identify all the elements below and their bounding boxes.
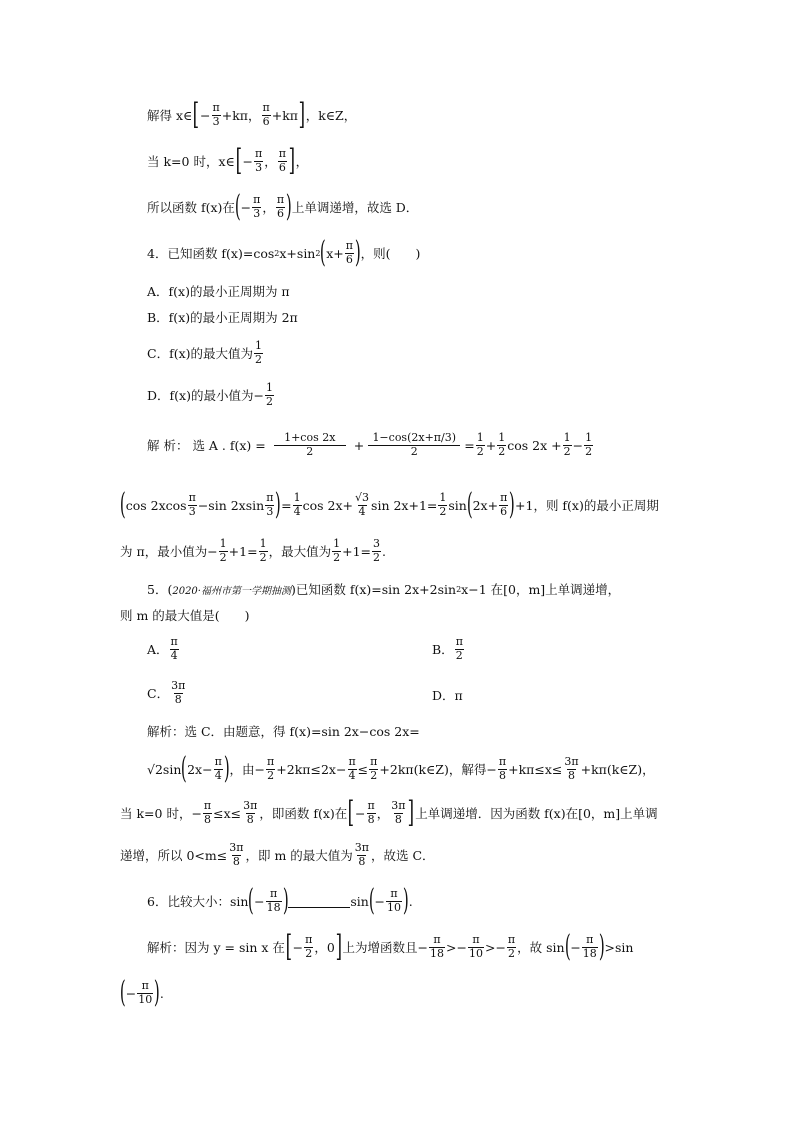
fraction <box>582 934 598 960</box>
fraction <box>390 800 406 826</box>
num: π <box>305 932 313 946</box>
num: π <box>262 100 270 114</box>
num: 3π <box>354 841 370 854</box>
paren: ) <box>282 883 289 918</box>
den: 4 <box>358 504 366 518</box>
sup: 2 <box>456 584 462 594</box>
text: 5．( <box>147 582 173 597</box>
q5-option-a <box>147 636 180 662</box>
question6-stem <box>147 883 413 918</box>
fraction <box>242 800 258 826</box>
den: 18 <box>582 946 597 960</box>
text: 上单调递增，故选 D． <box>291 200 419 215</box>
text: >sin <box>604 939 634 955</box>
fraction <box>274 432 346 458</box>
fraction <box>278 148 287 174</box>
bracket: [ <box>192 97 200 132</box>
text: = <box>281 497 292 513</box>
den: 8 <box>498 768 506 782</box>
den: 2 <box>585 444 593 458</box>
num: π <box>270 886 278 900</box>
sup: 2 <box>274 248 280 258</box>
bracket: ] <box>335 929 342 964</box>
num: 1 <box>563 431 571 444</box>
num: π <box>586 932 594 946</box>
num: 3π <box>564 754 579 768</box>
text: 当 k=0 时，x∈ <box>147 154 235 169</box>
num: π <box>455 635 463 648</box>
solution4-line3 <box>120 538 386 564</box>
solution4-line1 <box>147 432 594 458</box>
text: ≤ <box>357 761 369 777</box>
den: 8 <box>174 692 182 706</box>
fraction <box>252 194 261 220</box>
num: π <box>500 490 508 504</box>
den: 2 <box>476 444 484 458</box>
q4-option-a <box>147 282 290 300</box>
answer-blank[interactable] <box>288 895 350 908</box>
paren: ) <box>275 487 282 522</box>
text: +2kπ(k∈Z)，解得− <box>379 762 497 777</box>
solution6-line2 <box>119 975 164 1010</box>
den: 4 <box>293 504 301 518</box>
den: 6 <box>262 114 270 128</box>
text: +kπ(k∈Z)， <box>580 762 655 777</box>
fraction <box>429 934 445 960</box>
paren: ( <box>181 751 188 786</box>
den: 6 <box>500 504 508 518</box>
text: 解析：选 C．由题意，得 f(x)=sin 2x−cos 2x= <box>147 724 420 739</box>
text: ，即 m 的最大值为 <box>245 848 353 864</box>
text: sin <box>350 893 369 909</box>
text: − <box>292 939 304 955</box>
den: 3 <box>188 504 196 518</box>
text: − <box>200 107 211 123</box>
den: 2 <box>370 768 378 782</box>
fraction <box>438 492 447 518</box>
question5-stem-line2 <box>120 606 250 624</box>
text: B．f(x)的最小正周期为 2π <box>147 310 298 325</box>
den: 2 <box>259 550 267 564</box>
text: ，由− <box>229 762 266 777</box>
sup: 2 <box>315 248 321 258</box>
q5-option-c <box>147 680 187 706</box>
num: π <box>253 192 261 206</box>
paren: ( <box>119 487 126 522</box>
fraction <box>259 538 268 564</box>
text: cos 2x + <box>507 437 562 453</box>
text: ，最大值为 <box>268 544 332 560</box>
den: 3 <box>212 114 220 128</box>
text: >− <box>446 939 467 955</box>
solution6-line1 <box>147 929 634 964</box>
num: 1 <box>476 431 484 444</box>
num: π <box>390 886 398 900</box>
text: 2x− <box>187 761 213 777</box>
den: 2 <box>219 550 227 564</box>
text: ，故 sin <box>517 940 565 955</box>
num: π <box>278 146 286 160</box>
fraction <box>276 194 285 220</box>
fraction <box>266 888 282 914</box>
text: +1= <box>342 543 371 559</box>
q4-option-c <box>147 340 264 366</box>
text: 则 m 的最大值是( ) <box>120 608 250 623</box>
den: 2 <box>439 504 447 518</box>
paren: ) <box>509 487 516 522</box>
den: 3 <box>255 160 263 174</box>
num: π <box>472 932 480 946</box>
fraction <box>468 934 484 960</box>
num: 3π <box>391 798 406 812</box>
fraction <box>584 432 593 458</box>
den: 8 <box>394 812 402 826</box>
text: −sin 2xsin <box>197 497 265 513</box>
text: 当 k=0 时，− <box>120 806 202 821</box>
text: 2x+ <box>472 497 499 513</box>
fraction <box>499 492 508 518</box>
num: 1 <box>265 381 273 394</box>
solution4-line2 <box>119 487 659 522</box>
text: + <box>485 437 497 453</box>
den: 2 <box>508 946 516 960</box>
text: = <box>464 437 475 453</box>
text: 所以函数 f(x)在 <box>147 200 235 215</box>
den: 2 <box>373 550 380 564</box>
text: ≤x≤ <box>213 805 242 821</box>
den: 8 <box>232 854 240 868</box>
bracket: [ <box>285 929 293 964</box>
fraction <box>368 432 460 458</box>
text: 上为增函数且− <box>342 940 429 955</box>
paren: ) <box>354 235 361 270</box>
num: 3π <box>229 841 244 854</box>
num: 1 <box>439 490 447 504</box>
text: − <box>125 985 137 1001</box>
fraction <box>293 492 302 518</box>
text: 6．比较大小：sin <box>147 894 249 909</box>
text: . <box>408 893 413 909</box>
fraction <box>170 636 179 662</box>
den: 8 <box>204 812 212 826</box>
fraction <box>228 842 244 868</box>
den: 8 <box>367 812 375 826</box>
text: x−1 在[0，m]上单调递增， <box>461 582 621 597</box>
den: 18 <box>266 900 281 914</box>
text: 解得 x∈ <box>147 108 193 123</box>
text: x+ <box>326 245 344 261</box>
paren: ( <box>234 189 241 224</box>
text: )已知函数 f(x)=sin 2x+2sin <box>290 582 457 597</box>
text: − <box>374 893 386 909</box>
fraction <box>354 842 370 868</box>
bracket: ] <box>288 143 296 178</box>
text: cos 2x+ <box>302 497 354 513</box>
den: 2 <box>255 352 262 366</box>
den: 10 <box>387 900 402 914</box>
fraction <box>265 382 274 408</box>
text: A．f(x)的最小正周期为 π <box>147 284 290 299</box>
paren: ) <box>598 929 605 964</box>
num: π <box>203 798 212 812</box>
num: π <box>348 754 356 768</box>
den: 2 <box>368 445 460 459</box>
fraction <box>304 934 313 960</box>
text: − <box>572 437 584 453</box>
text: 解 析： 选 A . f(x) = <box>147 438 266 454</box>
text: . <box>159 985 164 1001</box>
paren: ( <box>119 975 126 1010</box>
text: +1= <box>228 543 258 559</box>
fraction <box>372 538 381 564</box>
paren: ( <box>564 929 571 964</box>
num: π <box>370 754 378 768</box>
bracket: [ <box>235 143 242 178</box>
paren: ) <box>286 189 292 224</box>
den: 18 <box>430 946 445 960</box>
text: ，即函数 f(x)在 <box>259 806 348 821</box>
num: 3π <box>171 679 186 692</box>
den: 2 <box>455 648 463 662</box>
paren: ( <box>248 883 255 918</box>
fraction <box>455 636 464 662</box>
text: sin 2x+1= <box>371 497 438 513</box>
num: π <box>367 798 375 812</box>
fraction <box>211 102 220 128</box>
num: 1 <box>585 431 593 444</box>
fraction <box>219 538 228 564</box>
text: 递增，所以 0<m≤ <box>120 848 228 864</box>
fraction <box>386 888 402 914</box>
q4-option-b <box>147 308 298 326</box>
num: 1 <box>293 490 301 504</box>
num: π <box>214 754 222 768</box>
solution3-line3: 所以函数 f(x)在 ( − $\frac{\pi}{3}$ ， $\frac{\pi}{6}$ ) 上单调递增，故选 D． <box>147 189 419 224</box>
paren: ) <box>402 883 409 918</box>
fraction <box>345 240 354 266</box>
text: ，0 <box>314 940 335 955</box>
num: π <box>507 932 516 946</box>
num: π <box>498 754 507 768</box>
fraction <box>507 934 516 960</box>
fraction <box>563 756 579 782</box>
fraction <box>203 800 212 826</box>
fraction <box>170 680 186 706</box>
solution5-line4 <box>120 842 435 868</box>
num: π <box>254 146 263 160</box>
num: π <box>266 490 274 504</box>
fraction <box>254 340 263 366</box>
fraction <box>137 980 153 1006</box>
text: ， <box>295 154 309 169</box>
bracket: ] <box>408 795 415 830</box>
q5-option-d <box>432 686 463 704</box>
text: +kπ， <box>221 108 261 123</box>
fraction <box>369 756 378 782</box>
den: 8 <box>358 854 366 868</box>
fraction <box>354 492 370 518</box>
text: >− <box>484 939 506 955</box>
den: 6 <box>276 206 284 220</box>
den: 2 <box>498 444 506 458</box>
fraction <box>261 102 270 128</box>
fraction <box>266 756 275 782</box>
num: √3 <box>355 490 370 504</box>
solution5-line2 <box>147 751 655 786</box>
paren: ) <box>223 751 230 786</box>
paren: ) <box>154 975 160 1010</box>
fraction <box>563 432 572 458</box>
text: +kπ≤x≤ <box>508 761 563 777</box>
den: 2 <box>274 445 346 459</box>
question5-stem <box>147 580 620 598</box>
text: − <box>254 893 265 909</box>
text: +1，则 f(x)的最小正周期 <box>515 498 659 513</box>
text: cos 2xcos <box>125 497 187 513</box>
num: π <box>433 932 441 946</box>
num: 1 <box>333 537 341 550</box>
text: √2sin <box>147 761 182 777</box>
text: 4．已知函数 f(x)=cos <box>147 246 275 261</box>
num: π <box>188 490 196 504</box>
num: 1−cos(2x+π/3) <box>372 431 457 444</box>
text: +2kπ≤2x− <box>276 761 347 777</box>
solution5-line1 <box>147 722 420 740</box>
den: 4 <box>170 648 178 662</box>
den: 8 <box>567 768 575 782</box>
text: +kπ <box>271 107 298 123</box>
q4-option-d <box>147 382 275 408</box>
num: 3π <box>243 798 258 812</box>
q5-option-b <box>432 636 465 662</box>
text: B． <box>432 642 454 658</box>
solution5-line3: 当 k=0 时，− $\frac{\pi}{8}$ ≤x≤ $\frac{3\pi}{8}$ ，即函数 f(x)在 [ − $\frac{\pi}{8}$ ， $\frac{3\pi}{8}$ ] 上单调递增．因为函数 f(x)在[0，m]上单调 <box>120 795 658 830</box>
num: 1 <box>255 339 262 352</box>
question4-stem <box>147 235 421 270</box>
text: . <box>382 543 386 559</box>
text: 解析：因为 y = sin x 在 <box>147 940 285 955</box>
text: + <box>353 437 365 453</box>
den: 4 <box>214 768 222 782</box>
fraction <box>347 756 356 782</box>
solution3-line2: 当 k=0 时，x∈ [ − $\frac{\pi}{3}$ ， $\frac{\pi}{6}$ ] ， <box>147 143 309 178</box>
fraction <box>497 432 506 458</box>
text: A． <box>147 642 169 658</box>
fraction <box>476 432 485 458</box>
num: 1 <box>219 537 227 550</box>
text: 为 π，最小值为− <box>120 544 218 560</box>
text: D．f(x)的最小值为− <box>147 388 264 404</box>
text: sin <box>448 497 467 513</box>
fraction <box>214 756 223 782</box>
text: − <box>570 939 581 955</box>
den: 4 <box>348 768 356 782</box>
den: 6 <box>345 252 353 266</box>
num: 3 <box>373 537 380 550</box>
num: 1 <box>259 537 267 550</box>
fraction <box>254 148 263 174</box>
source: 2020·福州市第一学期抽测 <box>172 585 291 597</box>
den: 8 <box>246 812 254 826</box>
den: 3 <box>266 504 274 518</box>
num: 1+cos 2x <box>284 431 336 444</box>
den: 2 <box>267 768 275 782</box>
fraction <box>188 492 197 518</box>
den: 2 <box>563 444 571 458</box>
den: 2 <box>265 394 273 408</box>
paren: ( <box>466 487 473 522</box>
fraction <box>332 538 341 564</box>
den: 10 <box>468 946 483 960</box>
num: π <box>212 100 220 114</box>
fraction <box>265 492 274 518</box>
paren: ( <box>368 883 375 918</box>
fraction <box>498 756 507 782</box>
text: ，k∈Z， <box>305 108 357 123</box>
num: π <box>276 192 285 206</box>
text: x+sin <box>279 245 316 261</box>
num: π <box>170 635 178 648</box>
den: 2 <box>333 550 341 564</box>
den: 3 <box>253 206 261 220</box>
num: π <box>267 754 275 768</box>
num: 1 <box>498 431 506 444</box>
bracket: ] <box>298 97 306 132</box>
text: 上单调递增．因为函数 f(x)在[0，m]上单调 <box>415 806 658 821</box>
solution3-line1 <box>147 97 357 132</box>
text: ，则( ) <box>360 246 421 261</box>
text: C．f(x)的最大值为 <box>147 346 253 362</box>
fraction <box>367 800 376 826</box>
text: C． <box>147 686 170 702</box>
den: 10 <box>138 992 153 1006</box>
num: π <box>141 978 149 992</box>
den: 6 <box>278 160 286 174</box>
num: π <box>345 238 353 252</box>
text: ，故选 C． <box>371 848 435 864</box>
paren: ( <box>320 235 327 270</box>
text: D．π <box>432 688 463 703</box>
bracket: [ <box>347 795 355 830</box>
den: 2 <box>305 946 313 960</box>
